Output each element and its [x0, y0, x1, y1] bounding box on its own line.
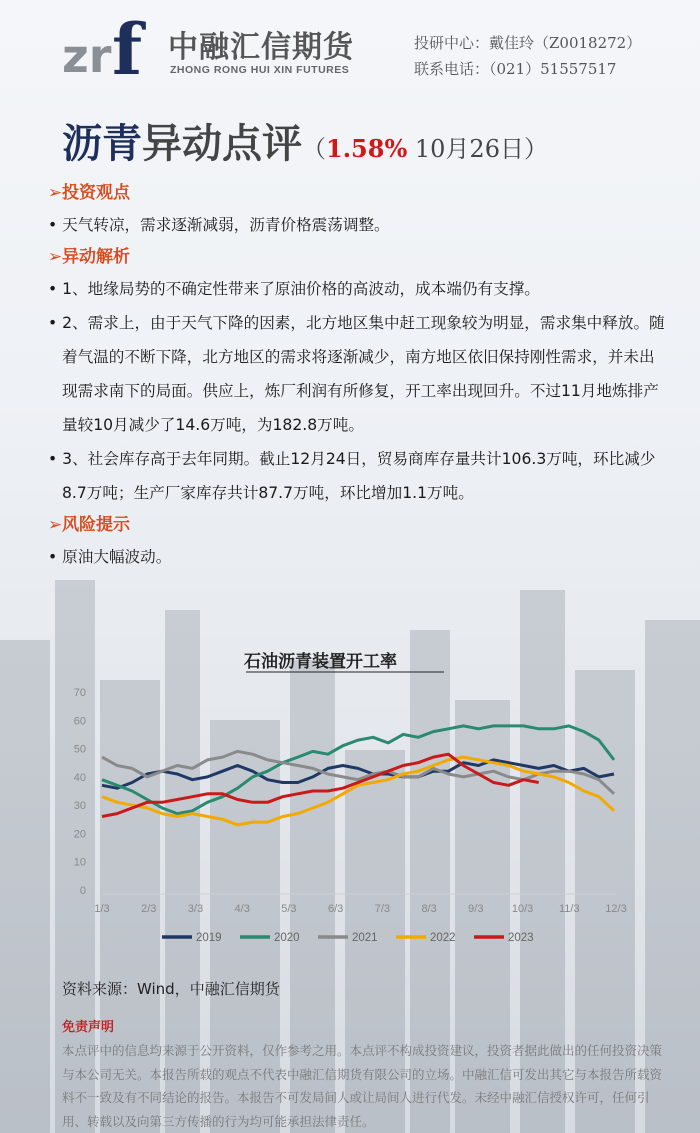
x-tick-label: 8/3 — [421, 903, 437, 915]
analysis-item: • 3、社会库存高于去年同期。截止12月24日，贸易商库存量共计106.3万吨，环比减少8.7万吨；生产厂家库存共计87.7万吨，环比增加1.1万吨。 — [48, 442, 668, 510]
x-tick-label: 7/3 — [374, 903, 391, 915]
title-date: 10月26日） — [407, 135, 548, 163]
x-tick-label: 11/3 — [558, 903, 580, 915]
contact-block — [414, 30, 641, 82]
legend-label-2020: 2020 — [274, 932, 300, 944]
x-tick-label: 6/3 — [327, 903, 344, 915]
y-tick-label: 30 — [73, 800, 86, 813]
section-head-analysis: ➢异动解析 — [48, 242, 668, 272]
view-text: • 天气转凉，需求逐渐减弱，沥青价格震荡调整。 — [48, 208, 668, 242]
y-tick-label: 40 — [73, 771, 86, 784]
disclaimer — [62, 1016, 662, 1133]
arrow-icon: ➢ — [48, 247, 63, 267]
y-tick-label: 70 — [73, 687, 86, 699]
svg-text:zr: zr — [62, 29, 112, 80]
analyst-line: 投研中心：戴佳玲（Z0018272） — [414, 34, 642, 52]
x-tick-label: 4/3 — [234, 903, 250, 915]
x-tick-label: 10/3 — [511, 903, 534, 915]
company-logo-icon — [62, 12, 162, 80]
legend-label-2023: 2023 — [508, 932, 534, 944]
arrow-icon: ➢ — [48, 183, 63, 203]
y-tick-label: 20 — [73, 828, 86, 841]
analysis-item: • 1、地缘局势的不确定性带来了原油价格的高波动，成本端仍有支撑。 — [48, 272, 668, 306]
report-body — [48, 178, 668, 574]
chart-title: 石油沥青装置开工率 — [244, 652, 397, 672]
section-head-risk: ➢风险提示 — [48, 510, 668, 540]
title-change: 1.58% — [326, 134, 408, 163]
data-source: 资料来源：Wind，中融汇信期货 — [62, 980, 280, 998]
x-tick-label: 12/3 — [605, 903, 627, 915]
x-tick-label: 9/3 — [468, 903, 484, 915]
legend-label-2019: 2019 — [196, 932, 222, 944]
disclaimer-title: 免责声明 — [62, 1020, 115, 1035]
page-title — [62, 112, 548, 169]
company-name-cn: 中融汇信期货 — [168, 30, 354, 65]
y-tick-label: 60 — [73, 715, 86, 728]
x-tick-label: 2/3 — [141, 903, 157, 915]
analysis-item: • 2、需求上，由于天气下降的因素，北方地区集中赶工现象较为明显，需求集中释放。随着气温的不断下降，北方地区的需求将逐渐减少，南方地区依旧保持刚性需求，并未出现需求南下的局面。供应上，炼厂利润有所修复，开工率出现回升。不过11月地炼排产量较10月减少了14.6万吨，为182.8万吨。 — [48, 306, 668, 442]
company-name-en: ZHONG RONG HUI XIN FUTURES — [170, 64, 350, 76]
risk-text: • 原油大幅波动。 — [48, 540, 668, 574]
disclaimer-body: 本点评中的信息均来源于公开资料，仅作参考之用。本点评不构成投资建议，投资者据此做出的任何投资决策与本公司无关。本报告所载的观点不代表中融汇信期货有限公司的立场。中融汇信可发出其它与本报告所载资料不一致及有不同结论的报告。本报告不可发局间人或让局间人进行代发。未经中融汇信授权许可，任何引用、转载以及向第三方传播的行为均可能承担法律责任。 — [62, 1043, 663, 1129]
x-tick-label: 1/3 — [94, 903, 110, 915]
legend-label-2021: 2021 — [352, 932, 378, 944]
x-tick-label: 5/3 — [281, 903, 297, 915]
report-header — [0, 0, 700, 92]
x-tick-label: 3/3 — [187, 903, 204, 915]
legend-label-2022: 2022 — [430, 932, 456, 944]
y-tick-label: 0 — [79, 885, 86, 897]
phone-line: 联系电话：（021）51557517 — [414, 60, 617, 78]
section-head-view: ➢投资观点 — [48, 178, 668, 208]
operating-rate-chart — [60, 640, 640, 960]
y-tick-label: 50 — [73, 743, 86, 756]
svg-text:f: f — [112, 12, 143, 80]
title-paren: （ — [302, 135, 326, 163]
y-tick-label: 10 — [73, 856, 86, 869]
title-topic: 异动点评 — [142, 120, 302, 167]
arrow-icon: ➢ — [48, 515, 63, 535]
title-product: 沥青 — [62, 120, 142, 167]
chart-svg — [60, 640, 640, 960]
